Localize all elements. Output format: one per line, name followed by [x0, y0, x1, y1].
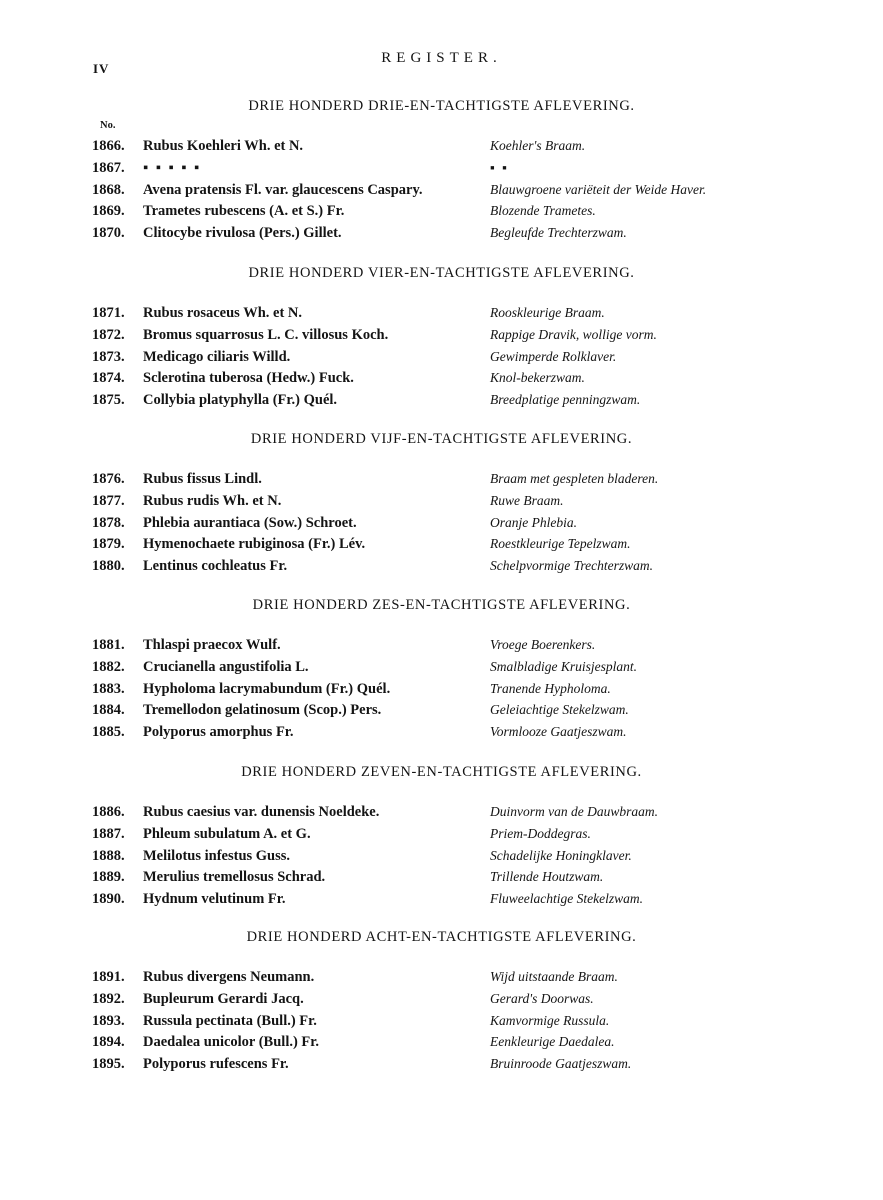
section-title: DRIE HONDERD VIJF-EN-TACHTIGSTE AFLEVERING.: [250, 431, 633, 447]
entry-latin-name: Tremellodon gelatinosum (Scop.) Pers.: [143, 702, 382, 719]
register-entry: [0, 1056, 883, 1078]
register-entry: [0, 969, 883, 991]
entry-dutch-name: Eenkleurige Daedalea.: [490, 1034, 615, 1050]
entry-dutch-name: Schadelijke Honingklaver.: [490, 847, 632, 863]
entry-latin-name: Rubus rosaceus Wh. et N.: [143, 305, 302, 321]
register-entry: [0, 637, 883, 659]
entry-dutch-name: Begleufde Trechterzwam.: [490, 225, 627, 241]
entry-dutch-name: Braam met gespleten bladeren.: [490, 471, 659, 486]
entry-dutch-name: Duinvorm van de Dauwbraam.: [490, 804, 658, 819]
entry-latin-name: Rubus caesius var. dunensis Noeldeke.: [143, 804, 380, 820]
entry-number: 1873.: [92, 348, 125, 365]
register-entry: [0, 702, 883, 724]
entry-latin-name: ▪ ▪ ▪ ▪ ▪: [143, 159, 202, 176]
entry-latin-name: Merulius tremellosus Schrad.: [143, 869, 326, 886]
entry-number: 1887.: [92, 825, 125, 842]
entry-number: 1882.: [92, 658, 125, 675]
entry-latin-name: Medicago ciliaris Willd.: [143, 348, 291, 365]
entry-number: 1885.: [92, 724, 125, 741]
entry-latin-name: Sclerotina tuberosa (Hedw.) Fuck.: [143, 370, 354, 387]
entry-number: 1876.: [92, 471, 125, 487]
entry-dutch-name: Vormlooze Gaatjeszwam.: [490, 724, 627, 740]
entry-dutch-name: Roestkleurige Tepelzwam.: [490, 536, 631, 552]
entry-latin-name: Daedalea unicolor (Bull.) Fr.: [143, 1034, 320, 1051]
register-entry: [0, 869, 883, 891]
entry-number: 1870.: [92, 225, 125, 242]
entry-number: 1893.: [92, 1012, 125, 1029]
register-entry: [0, 804, 883, 826]
entry-latin-name: Trametes rubescens (A. et S.) Fr.: [143, 203, 345, 220]
column-header-no: No.: [100, 120, 116, 131]
entry-number: 1888.: [92, 847, 125, 864]
entry-number: 1880.: [92, 558, 125, 575]
entry-dutch-name: Breedplatige penningzwam.: [490, 392, 641, 408]
register-entry: [0, 203, 883, 225]
register-entry: [0, 681, 883, 703]
entry-number: 1891.: [92, 969, 125, 985]
entry-dutch-name: Koehler's Braam.: [490, 138, 586, 153]
entry-dutch-name: Priem-Doddegras.: [490, 825, 591, 841]
entry-number: 1874.: [92, 370, 125, 387]
entry-dutch-name: ▪ ▪: [490, 159, 509, 175]
register-entry: [0, 536, 883, 558]
register-entry: [0, 182, 883, 204]
register-entry: [0, 225, 883, 247]
entry-number: 1879.: [92, 536, 125, 553]
section-title: DRIE HONDERD ZEVEN-EN-TACHTIGSTE AFLEVERING.: [241, 764, 642, 780]
entry-number: 1892.: [92, 990, 125, 1007]
entry-latin-name: Hypholoma lacrymabundum (Fr.) Quél.: [143, 680, 391, 697]
entry-dutch-name: Blozende Trametes.: [490, 203, 596, 219]
register-entry: [0, 1013, 883, 1035]
register-entry: [0, 370, 883, 392]
entry-number: 1875.: [92, 392, 125, 409]
entry-latin-name: Crucianella angustifolia L.: [143, 658, 309, 675]
entry-number: 1878.: [92, 514, 125, 531]
entry-latin-name: Russula pectinata (Bull.) Fr.: [143, 1012, 317, 1029]
entry-latin-name: Rubus Koehleri Wh. et N.: [143, 138, 304, 154]
running-title: REGISTER.: [381, 50, 502, 66]
entry-dutch-name: Gerard's Doorwas.: [490, 990, 594, 1006]
entry-latin-name: Thlaspi praecox Wulf.: [143, 637, 281, 653]
entry-dutch-name: Knol-bekerzwam.: [490, 370, 585, 386]
entry-latin-name: Lentinus cochleatus Fr.: [143, 558, 288, 575]
register-entry: [0, 392, 883, 414]
register-entry: [0, 826, 883, 848]
entry-number: 1871.: [92, 305, 125, 321]
entry-dutch-name: Wijd uitstaande Braam.: [490, 969, 618, 984]
entry-dutch-name: Trillende Houtzwam.: [490, 869, 604, 885]
entry-number: 1886.: [92, 804, 125, 820]
entry-latin-name: Hymenochaete rubiginosa (Fr.) Lév.: [143, 536, 366, 553]
entry-number: 1872.: [92, 326, 125, 343]
entry-latin-name: Bromus squarrosus L. C. villosus Koch.: [143, 326, 389, 343]
entry-number: 1890.: [92, 891, 125, 908]
entry-latin-name: Melilotus infestus Guss.: [143, 847, 291, 864]
entry-number: 1881.: [92, 637, 125, 653]
entry-number: 1877.: [92, 492, 125, 509]
entry-number: 1889.: [92, 869, 125, 886]
entry-dutch-name: Gewimperde Rolklaver.: [490, 348, 617, 364]
entry-latin-name: Hydnum velutinum Fr.: [143, 891, 286, 908]
entry-dutch-name: Fluweelachtige Stekelzwam.: [490, 891, 643, 907]
section-title: DRIE HONDERD DRIE-EN-TACHTIGSTE AFLEVERING.: [248, 98, 635, 114]
register-entry: [0, 160, 883, 182]
entry-dutch-name: Oranje Phlebia.: [490, 514, 577, 530]
entry-number: 1868.: [92, 181, 125, 198]
entry-dutch-name: Schelpvormige Trechterzwam.: [490, 558, 653, 574]
entry-latin-name: Rubus divergens Neumann.: [143, 969, 315, 985]
entry-dutch-name: Ruwe Braam.: [490, 492, 564, 508]
entry-number: 1884.: [92, 702, 125, 719]
entry-latin-name: Polyporus rufescens Fr.: [143, 1056, 289, 1073]
section-title: DRIE HONDERD ZES-EN-TACHTIGSTE AFLEVERING.: [252, 597, 631, 613]
section-title: DRIE HONDERD ACHT-EN-TACHTIGSTE AFLEVERING.: [246, 929, 637, 945]
entry-latin-name: Clitocybe rivulosa (Pers.) Gillet.: [143, 225, 342, 242]
entry-dutch-name: Blauwgroene variëteit der Weide Haver.: [490, 181, 707, 197]
entry-dutch-name: Geleiachtige Stekelzwam.: [490, 702, 629, 718]
register-entry: [0, 724, 883, 746]
register-entry: [0, 848, 883, 870]
entry-latin-name: Bupleurum Gerardi Jacq.: [143, 990, 304, 1007]
section-title: DRIE HONDERD VIER-EN-TACHTIGSTE AFLEVERING.: [248, 265, 635, 281]
register-entry: [0, 1034, 883, 1056]
register-entry: [0, 327, 883, 349]
register-entry: [0, 493, 883, 515]
entry-number: 1895.: [92, 1056, 125, 1073]
register-entry: [0, 991, 883, 1013]
entry-number: 1866.: [92, 138, 125, 154]
entry-latin-name: Polyporus amorphus Fr.: [143, 724, 294, 741]
entry-dutch-name: Rooskleurige Braam.: [490, 305, 605, 320]
entry-latin-name: Avena pratensis Fl. var. glaucescens Caspary.: [143, 181, 423, 198]
register-entry: [0, 558, 883, 580]
entry-latin-name: Phleum subulatum A. et G.: [143, 825, 311, 842]
page-number: IV: [93, 61, 110, 76]
entry-dutch-name: Kamvormige Russula.: [490, 1012, 610, 1028]
entry-dutch-name: Vroege Boerenkers.: [490, 637, 596, 652]
entry-latin-name: Rubus rudis Wh. et N.: [143, 492, 282, 509]
register-entry: [0, 515, 883, 537]
register-entry: [0, 659, 883, 681]
register-entry: [0, 471, 883, 493]
entry-latin-name: Rubus fissus Lindl.: [143, 471, 262, 487]
entry-dutch-name: Bruinroode Gaatjeszwam.: [490, 1056, 632, 1072]
entry-number: 1867.: [92, 159, 125, 176]
entry-latin-name: Phlebia aurantiaca (Sow.) Schroet.: [143, 514, 357, 531]
register-entry: [0, 891, 883, 913]
entry-number: 1869.: [92, 203, 125, 220]
register-entry: [0, 305, 883, 327]
register-entry: [0, 349, 883, 371]
register-entry: [0, 138, 883, 160]
entry-number: 1894.: [92, 1034, 125, 1051]
entry-dutch-name: Smalbladige Kruisjesplant.: [490, 658, 638, 674]
entry-latin-name: Collybia platyphylla (Fr.) Quél.: [143, 392, 338, 409]
entry-number: 1883.: [92, 680, 125, 697]
entry-dutch-name: Rappige Dravik, wollige vorm.: [490, 326, 657, 342]
entry-dutch-name: Tranende Hypholoma.: [490, 680, 611, 696]
